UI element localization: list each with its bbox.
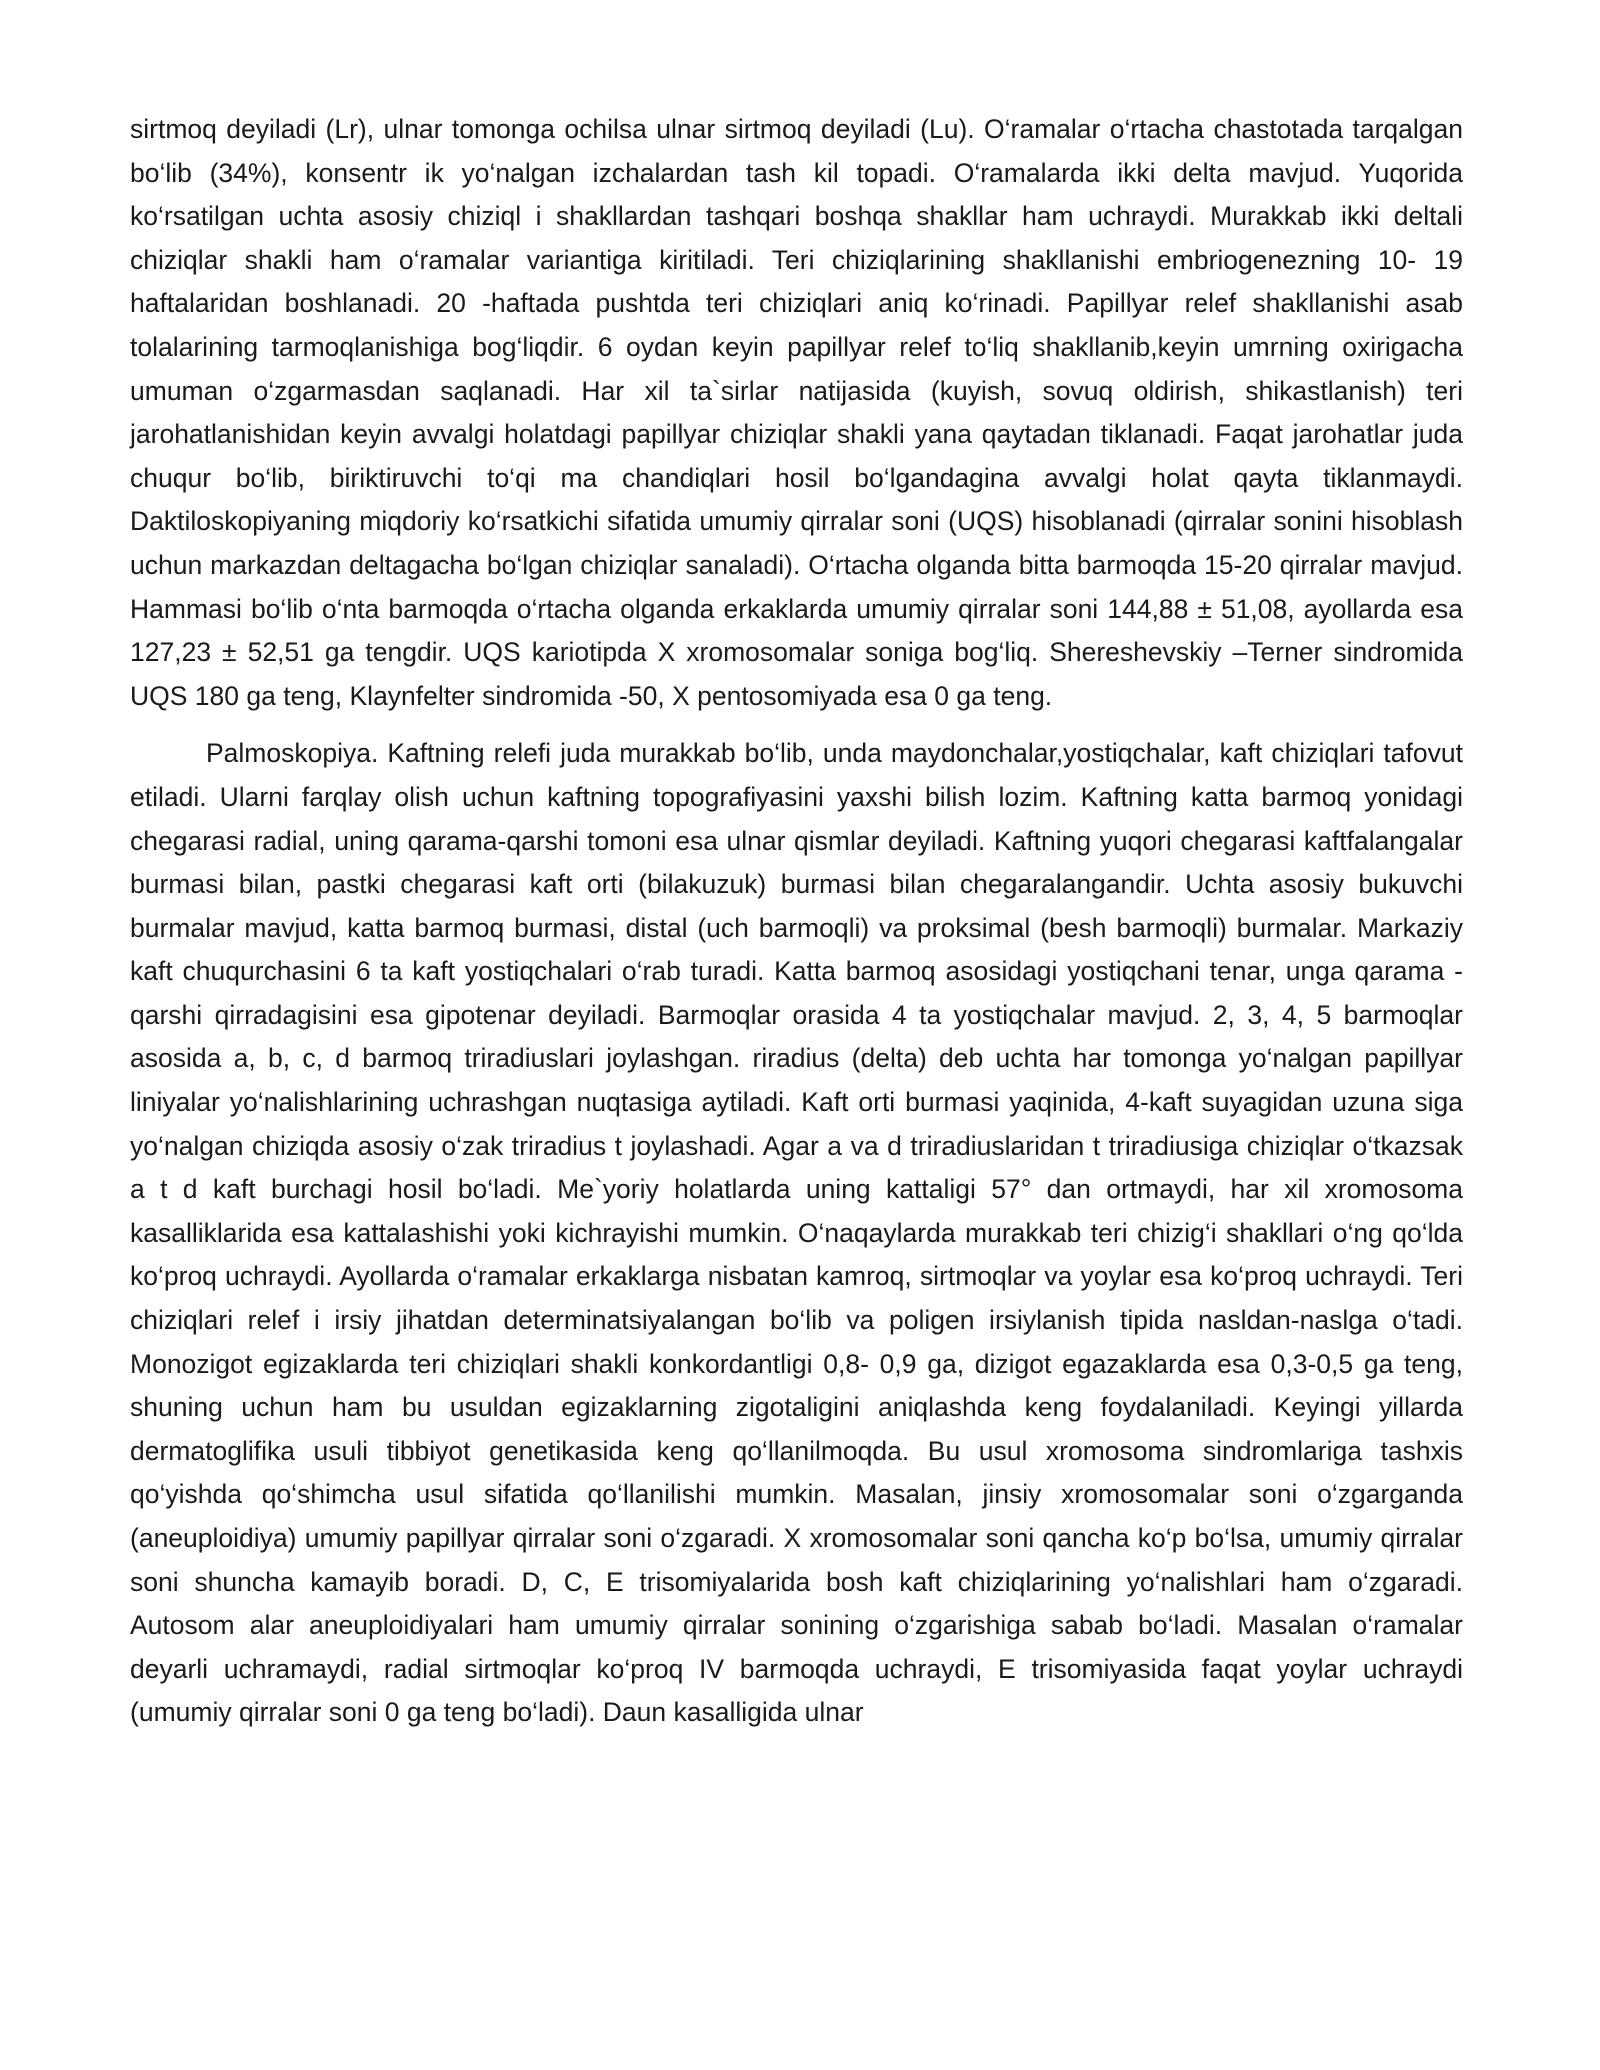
paragraph-palmoscopy: Palmoskopiya. Kaftning relefi juda murakkab bo‘lib, unda maydonchalar,yostiqchalar, kaft chiziqlari tafovut etiladi. Ularni farqlay olish uchun kaftning topografiyasini yaxshi bilish lozim. Kaftning katta barmoq yonidagi chegarasi radial, uning qarama-qarshi tomoni esa ulnar qismlar deyiladi. Kaftning yuqori chegarasi kaftfalangalar burmasi bilan, pastki chegarasi kaft orti (bilakuzuk) burmasi bilan chegaralangandir. Uchta asosiy bukuvchi burmalar mavjud, katta barmoq burmasi, distal (uch barmoqli) va proksimal (besh barmoqli) burmalar. Markaziy kaft chuqurchasini 6 ta kaft yostiqchalari o‘rab turadi. Katta barmoq asosidagi yostiqchani tenar, unga qarama - qarshi qirradagisini esa gipotenar deyiladi. Barmoqlar orasida 4 ta yostiqchalar mavjud. 2, 3, 4, 5 barmoqlar asosida a, b, c, d barmoq triradiuslari joylashgan. riradius (delta) deb uchta har tomonga yo‘nalgan papillyar liniyalar yo‘nalishlarining uchrashgan nuqtasiga aytiladi. Kaft orti burmasi yaqinida, 4-kaft suyagidan uzuna siga yo‘nalgan chiziqda asosiy o‘zak triradius t joylashadi. Agar a va d triradiuslaridan t triradiusiga chiziqlar o‘tkazsak a t d kaft burchagi hosil bo‘ladi. Me`yoriy holatlarda uning kattaligi 57° dan ortmaydi, har xil xromosoma kasalliklarida esa kattalashishi yoki kichrayishi mumkin. O‘naqaylarda murakkab teri chizig‘i shakllari o‘ng qo‘lda ko‘proq uchraydi. Ayollarda o‘ramalar erkaklarga nisbatan kamroq, sirtmoqlar va yoylar esa ko‘proq uchraydi. Teri chiziqlari relef i irsiy jihatdan determinatsiyalangan bo‘lib va poligen irsiylanish tipida nasldan-naslga o‘tadi. Monozigot egizaklarda teri chiziqlari shakli konkordantligi 0,8- 0,9 ga, dizigot egazaklarda esa 0,3-0,5 ga teng, shuning uchun ham bu usuldan egizaklarning zigotaligini aniqlashda keng foydalaniladi. Keyingi yillarda dermatoglifika usuli tibbiyot genetikasida keng qo‘llanilmoqda. Bu usul xromosoma sindromlariga tashxis qo‘yishda qo‘shimcha usul sifatida qo‘llanilishi mumkin. Masalan, jinsiy xromosomalar soni o‘zgarganda (aneuploidiya) umumiy papillyar qirralar soni o‘zgaradi. X xromosomalar soni qancha ko‘p bo‘lsa, umumiy qirralar soni shuncha kamayib boradi. D, C, E trisomiyalarida bosh kaft chiziqlarining yo‘nalishlari ham o‘zgaradi. Autosom alar aneuploidiyalari ham umumiy qirralar sonining o‘zgarishiga sabab bo‘ladi. Masalan o‘ramalar deyarli uchramaydi, radial sirtmoqlar ko‘proq IV barmoqda uchraydi, E trisomiyasida faqat yoylar uchraydi (umumiy qirralar soni 0 ga teng bo‘ladi). Daun kasalligida ulnar xyxy=(130,738,1463,1728)
document-page xyxy=(130,108,1463,1735)
paragraph-dermatoglyphics-ridges: sirtmoq deyiladi (Lr), ulnar tomonga ochilsa ulnar sirtmoq deyiladi (Lu). O‘ramalar o‘rtacha chastotada tarqalgan bo‘lib (34%), konsentr ik yo‘nalgan izchalardan tash kil topadi. O‘ramalarda ikki delta mavjud. Yuqorida ko‘rsatilgan uchta asosiy chiziql i shakllardan tashqari boshqa shakllar ham uchraydi. Murakkab ikki deltali chiziqlar shakli ham o‘ramalar variantiga kiritiladi. Teri chiziqlarining shakllanishi embriogenezning 10- 19 haftalaridan boshlanadi. 20 -haftada pushtda teri chiziqlari aniq ko‘rinadi. Papillyar relef shakllanishi asab tolalarining tarmoqlanishiga bog‘liqdir. 6 oydan keyin papillyar relef to‘liq shakllanib,keyin umrning oxirigacha umuman o‘zgarmasdan saqlanadi. Har xil ta`sirlar natijasida (kuyish, sovuq oldirish, shikastlanish) teri jarohatlanishidan keyin avvalgi holatdagi papillyar chiziqlar shakli yana qaytadan tiklanadi. Faqat jarohatlar juda chuqur bo‘lib, biriktiruvchi to‘qi ma chandiqlari hosil bo‘lgandagina avvalgi holat qayta tiklanmaydi. Daktiloskopiyaning miqdoriy ko‘rsatkichi sifatida umumiy qirralar soni (UQS) hisoblanadi (qirralar sonini hisoblash uchun markazdan deltagacha bo‘lgan chiziqlar sanaladi). O‘rtacha olganda bitta barmoqda 15-20 qirralar mavjud. Hammasi bo‘lib o‘nta barmoqda o‘rtacha olganda erkaklarda umumiy qirralar soni 144,88 ± 51,08, ayollarda esa 127,23 ± 52,51 ga tengdir. UQS kariotipda X xromosomalar soniga bog‘liq. Shereshevskiy –Terner sindromida UQS 180 ga teng, Klaynfelter sindromida -50, X pentosomiyada esa 0 ga teng. xyxy=(130,114,1463,711)
